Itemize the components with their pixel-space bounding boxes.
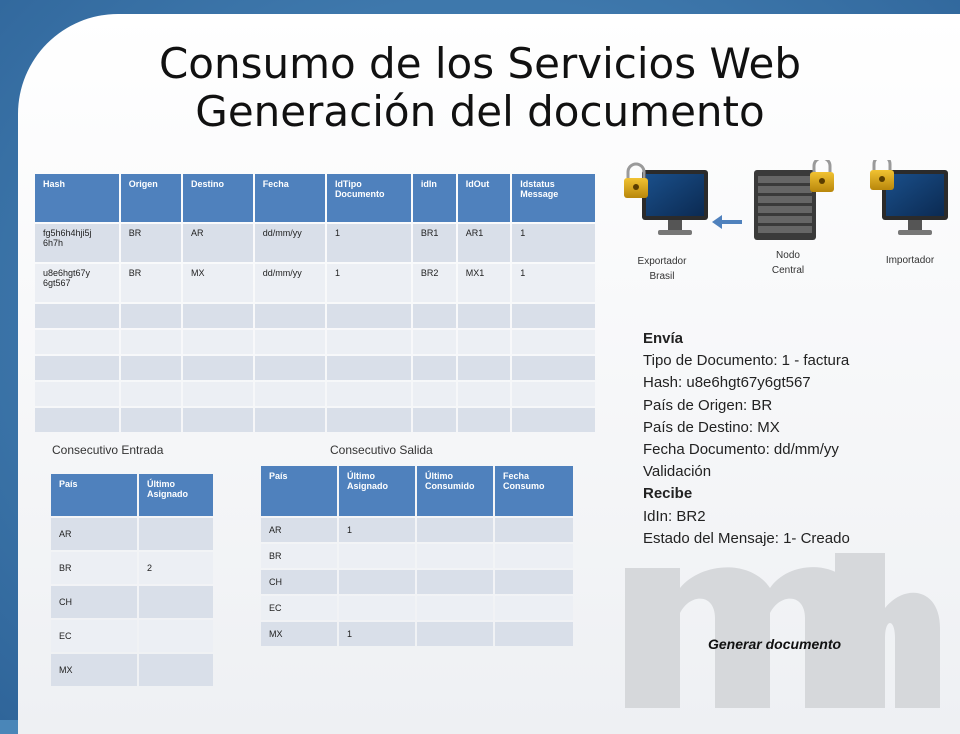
table-cell: BR (261, 544, 337, 568)
info-hash: Hash: u8e6hgt67y6gt567 (643, 374, 811, 392)
table-cell (417, 622, 493, 646)
table-cell: AR1 (458, 224, 511, 262)
table-row (261, 570, 573, 594)
column-header: Idstatus Message (512, 174, 595, 222)
consecutivo-salida-table (259, 464, 575, 648)
table-row (35, 224, 595, 262)
table-cell: EC (261, 596, 337, 620)
table-cell: CH (261, 570, 337, 594)
table-cell (339, 596, 415, 620)
table-row (261, 622, 573, 646)
column-header: Fecha Consumo (495, 466, 573, 516)
table-cell (495, 622, 573, 646)
table-row-empty (35, 330, 595, 354)
table-cell: AR (51, 518, 137, 550)
table-cell: dd/mm/yy (255, 224, 325, 262)
server-icon (754, 170, 816, 240)
table-row-empty (35, 356, 595, 380)
column-header: Destino (183, 174, 253, 222)
table-cell (139, 654, 213, 686)
lock-icon (870, 160, 894, 190)
salida-caption: Consecutivo Salida (330, 443, 433, 457)
table-cell: 1 (339, 622, 415, 646)
arrow-left-icon (712, 215, 742, 229)
column-header: Fecha (255, 174, 325, 222)
generar-documento-link[interactable]: Generar documento (708, 636, 842, 652)
table-header-row (51, 474, 213, 516)
column-header: Origen (121, 174, 181, 222)
table-cell: CH (51, 586, 137, 618)
column-header: IdOut (458, 174, 511, 222)
table-row (51, 654, 213, 686)
table-cell: MX (183, 264, 253, 302)
title-line-1: Consumo de los Servicios Web (158, 39, 802, 88)
consecutivo-entrada-table (49, 472, 215, 688)
table-cell: u8e6hgt67y 6gt567 (35, 264, 119, 302)
info-validacion: Validación (643, 463, 712, 481)
table-row (51, 620, 213, 652)
table-cell: MX (51, 654, 137, 686)
column-header: Último Asignado (139, 474, 213, 516)
table-header-row (35, 174, 595, 222)
table-cell: MX1 (458, 264, 511, 302)
table-row (51, 518, 213, 550)
table-cell: AR (261, 518, 337, 542)
table-cell (339, 570, 415, 594)
column-header: Último Asignado (339, 466, 415, 516)
watermark-logo (620, 548, 940, 708)
table-row-empty (35, 304, 595, 328)
table-cell (495, 596, 573, 620)
table-cell: BR (121, 224, 181, 262)
exportador-label: Exportador Brasil (637, 256, 687, 282)
table-cell: BR2 (413, 264, 456, 302)
table-cell: dd/mm/yy (255, 264, 325, 302)
importador-label: Importador (885, 255, 935, 266)
info-panel (643, 328, 850, 550)
network-diagram (620, 160, 960, 250)
documents-table (33, 172, 597, 434)
table-cell (139, 620, 213, 652)
nodo-central-label: Nodo Central (771, 250, 805, 276)
table-row-empty (35, 382, 595, 406)
table-cell (139, 518, 213, 550)
info-fecha-documento: Fecha Documento: dd/mm/yy (643, 441, 839, 459)
table-cell: AR (183, 224, 253, 262)
table-cell: 1 (327, 224, 411, 262)
table-cell (495, 570, 573, 594)
table-cell (339, 544, 415, 568)
lock-icon (624, 164, 648, 198)
lock-icon (810, 160, 834, 192)
column-header: IdTipo Documento (327, 174, 411, 222)
table-cell: 1 (339, 518, 415, 542)
table-cell: BR (51, 552, 137, 584)
table-cell (417, 518, 493, 542)
table-cell: 1 (512, 264, 595, 302)
table-cell: 1 (327, 264, 411, 302)
table-row (51, 552, 213, 584)
column-header: idIn (413, 174, 456, 222)
table-row-empty (35, 408, 595, 432)
table-row (261, 596, 573, 620)
table-cell (417, 596, 493, 620)
slide-title (0, 40, 960, 136)
envia-heading: Envía (643, 330, 684, 347)
column-header: Hash (35, 174, 119, 222)
table-cell (495, 518, 573, 542)
entrada-caption: Consecutivo Entrada (52, 443, 164, 457)
column-header: Último Consumido (417, 466, 493, 516)
info-pais-destino: País de Destino: MX (643, 418, 780, 436)
table-cell: EC (51, 620, 137, 652)
table-cell (417, 544, 493, 568)
table-row (261, 518, 573, 542)
table-row (261, 544, 573, 568)
recibe-heading: Recibe (643, 485, 693, 503)
info-pais-origen: País de Origen: BR (643, 396, 773, 414)
table-header-row (261, 466, 573, 516)
title-line-2: Generación del documento (195, 87, 765, 136)
table-row (51, 586, 213, 618)
exportador-computer-icon (642, 170, 708, 235)
info-estado-mensaje: Estado del Mensaje: 1- Creado (643, 529, 850, 547)
info-tipo-documento: Tipo de Documento: 1 - factura (643, 352, 850, 370)
table-cell: BR1 (413, 224, 456, 262)
table-cell: fg5h6h4hji5j 6h7h (35, 224, 119, 262)
table-cell: MX (261, 622, 337, 646)
table-cell (417, 570, 493, 594)
table-row (35, 264, 595, 302)
table-cell (495, 544, 573, 568)
table-cell: 1 (512, 224, 595, 262)
table-cell: 2 (139, 552, 213, 584)
column-header: País (51, 474, 137, 516)
column-header: País (261, 466, 337, 516)
table-cell (139, 586, 213, 618)
info-id-in: IdIn: BR2 (643, 507, 706, 525)
table-cell: BR (121, 264, 181, 302)
